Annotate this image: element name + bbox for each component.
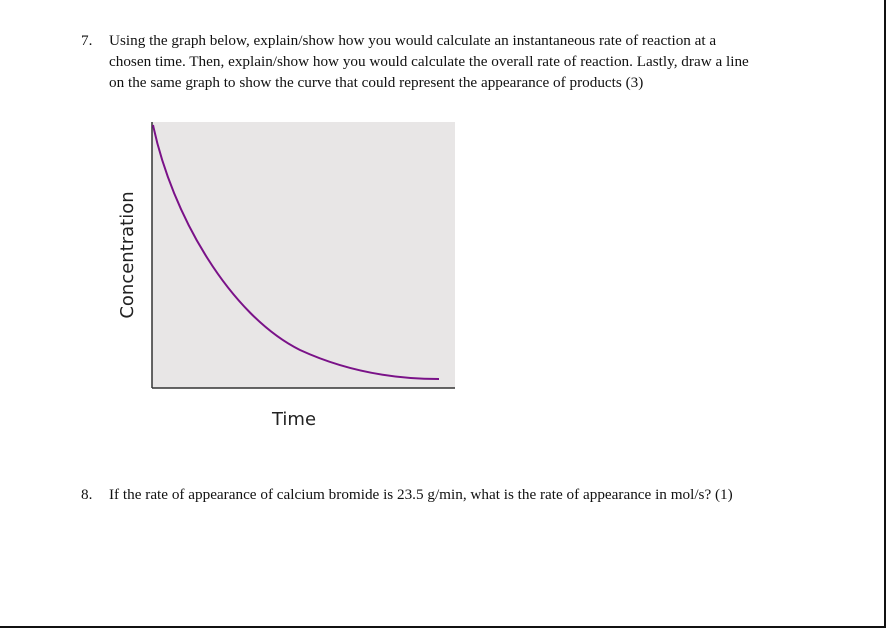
question-7-text: Using the graph below, explain/show how you would calculate an instantaneous rate of reaction at a chosen time. Then, explain/show how you would calculate the overall rate of reaction. Lastly, draw a line on the same graph to show the curve that could represent the appearance of products (3) — [109, 32, 749, 91]
x-axis-label: Time — [271, 409, 317, 430]
concentration-time-graph — [110, 115, 470, 435]
question-8-number: 8. — [81, 486, 93, 503]
y-axis-label: Concentration — [117, 191, 138, 319]
question-8-text: If the rate of appearance of calcium bromide is 23.5 g/min, what is the rate of appearance in mol/s? (1) — [109, 486, 733, 503]
plot-area — [152, 122, 455, 388]
graph-svg — [110, 115, 470, 435]
question-7-number: 7. — [81, 32, 93, 49]
